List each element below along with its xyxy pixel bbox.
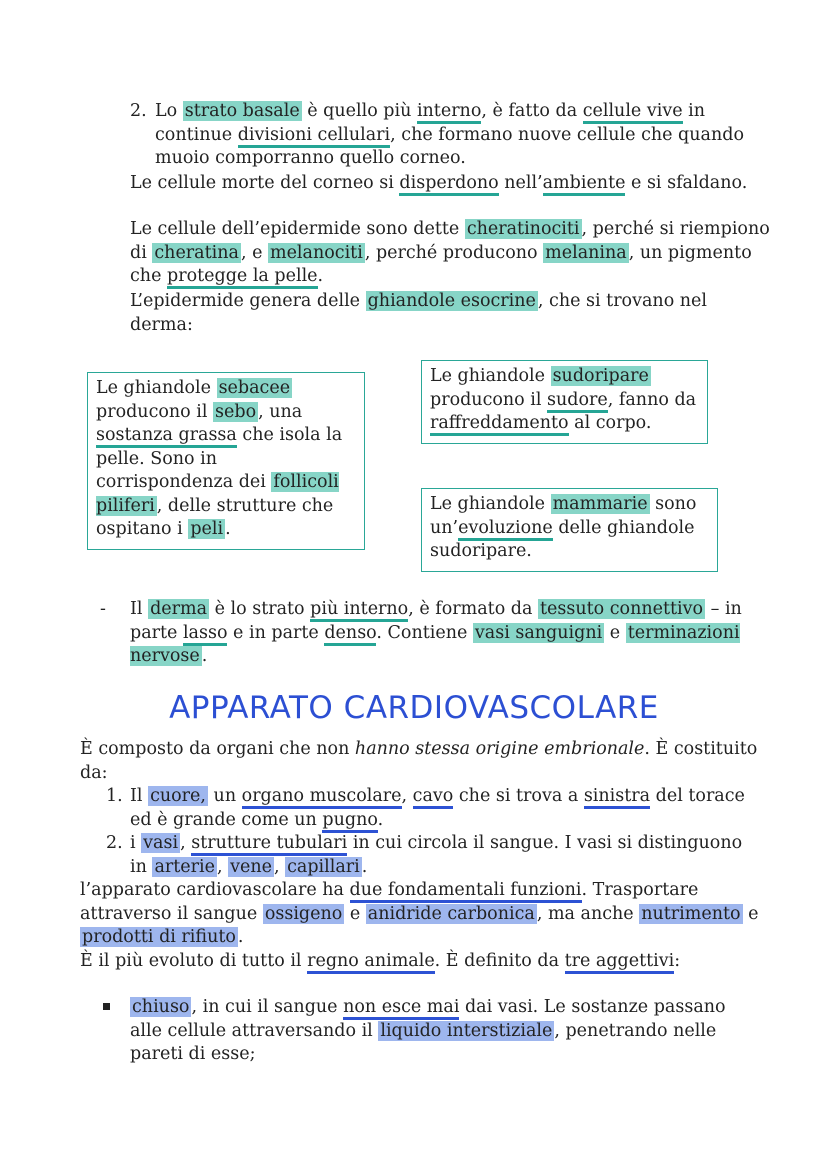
section-heading: APPARATO CARDIOVASCOLARE	[169, 690, 659, 726]
paragraph-cheratinociti: Le cellule dell’epidermide sono dette cheratinociti , perché si riempiono di cheratina , e melanociti , perché producono melanina , un pigmento che protegge la pelle.	[130, 218, 770, 289]
list-number: 1.	[106, 786, 123, 806]
box-sudoripare: Le ghiandole sudoripare producono il sudore, fanno da raffreddamento al corpo.	[421, 360, 708, 444]
paragraph-corneo: Le cellule morte del corneo si disperdono nell’ambiente e si sfaldano.	[130, 172, 770, 196]
paragraph-ghiandole: L’epidermide genera delle ghiandole esocrine , che si trovano nel derma:	[130, 291, 708, 335]
list-item-cuore: Il cuore, un organo muscolare, cavo che si trova a sinistra del torace ed è grande come un pugno.	[130, 785, 760, 832]
box-sebacee: Le ghiandole sebacee producono il sebo , una sostanza grassa che isola la pelle. Sono in corrispondenza dei follicoli piliferi , delle strutture che ospitano i peli .	[87, 372, 365, 550]
list-item-strato-basale: Lo strato basale è quello più interno, è fatto da cellule vive in continue divisioni cellulari, che formano nuove cellule che quando muoio comporranno quello corneo.	[155, 101, 744, 168]
paragraph-funzioni: l’apparato cardiovascolare ha due fondamentali funzioni. Trasportare attraverso il sangue ossigeno e anidride carbonica , ma anche nutrimento e prodotti di rifiuto .	[80, 880, 759, 947]
paragraph-derma: Il derma è lo strato più interno, è formato da tessuto connettivo – in parte lasso e in parte denso. Contiene vasi sanguigni e terminazioni nervose .	[130, 599, 742, 666]
box-mammarie: Le ghiandole mammarie sono un’evoluzione delle ghiandole sudoripare.	[421, 488, 718, 572]
list-item-vasi: i vasi , strutture tubulari in cui circola il sangue. I vasi si distinguono in arterie , vene , capillari .	[130, 833, 743, 877]
paragraph-aggettivi: È il più evoluto di tutto il regno animale. È definito da tre aggettivi:	[80, 950, 760, 974]
list-number: 2.	[106, 833, 123, 853]
list-item-chiuso: chiuso , in cui il sangue non esce mai dai vasi. Le sostanze passano alle cellule attraversando il liquido interstiziale , penetrando nelle pareti di esse;	[130, 997, 726, 1064]
list-dash: -	[100, 599, 106, 619]
paragraph-intro: È composto da organi che non hanno stessa origine embrionale. È costituito da:	[80, 739, 758, 783]
square-bullet-icon	[103, 1003, 110, 1010]
list-number: 2.	[130, 101, 147, 121]
